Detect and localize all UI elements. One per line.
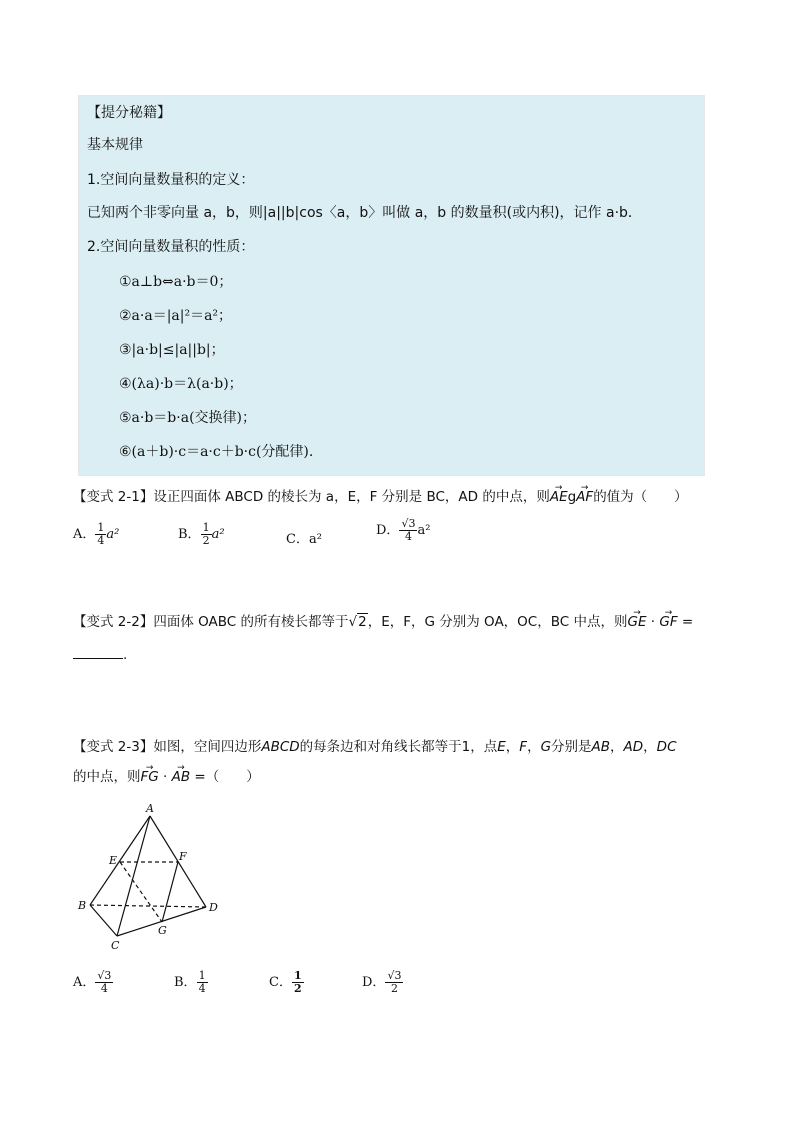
answer-line — [73, 644, 127, 664]
vector-gf: → GF — [659, 613, 677, 631]
shape-name: ABCD — [261, 739, 300, 755]
label-d: D — [209, 901, 218, 914]
point-g: G — [540, 739, 552, 755]
label-f: F — [179, 850, 187, 863]
property-4: ④(λa)·b＝λ(a·b)； — [119, 376, 243, 392]
segment-fg — [162, 862, 178, 922]
question-label: 【变式 2-1】 — [73, 489, 154, 505]
question-text-line2: 的中点，则 — [73, 769, 141, 785]
equals-sign: = — [681, 614, 694, 630]
sqrt-expression: √2 — [348, 614, 367, 630]
option-letter: B． — [178, 527, 201, 542]
property-5: ⑤a·b＝b·a(交换律)； — [119, 410, 256, 426]
property-6: ⑥(a＋b)·c＝a·c＋b·c(分配律). — [119, 444, 314, 460]
fraction: $\frac{1}{2}$ — [293, 969, 302, 995]
vector-af: → AF — [576, 488, 593, 506]
fraction: $\frac{√3}{4}$ — [97, 969, 112, 995]
label-c: C — [111, 939, 120, 952]
option-letter: A． — [73, 975, 96, 990]
question-2-3-line2: 的中点，则→ FG · → AB =（ ） — [73, 768, 260, 786]
label-g: G — [158, 924, 167, 937]
option-d[interactable] — [376, 518, 430, 543]
answer-blank[interactable] — [73, 644, 123, 659]
question-label: 【变式 2-2】 — [73, 614, 154, 630]
fraction: $\frac{√3}{2}$ — [387, 969, 402, 995]
option-a[interactable] — [73, 522, 119, 547]
period: . — [123, 647, 128, 663]
option-tail: a² — [106, 527, 120, 542]
fraction: $\frac{1}{2}$ — [202, 521, 210, 547]
definition-text: 已知两个非零向量 a，b，则|a||b|cos〈a，b〉叫做 a，b 的数量积(或内积)，记作 a·b． — [87, 205, 642, 221]
option-d[interactable] — [362, 970, 403, 995]
vector-ae: → AE — [550, 488, 568, 506]
option-letter: A． — [73, 527, 96, 542]
question-text: 设正四面体 ABCD 的棱长为 a，E，F 分别是 BC，AD 的中点，则 — [153, 489, 550, 505]
option-letter: D． — [376, 523, 400, 538]
label-a: A — [146, 802, 154, 815]
question-2-2: 【变式 2-2】四面体 OABC 的所有棱长都等于√2，E，F，G 分别为 OA，OC，BC 中点，则→ GE · → GF = — [73, 613, 693, 631]
segment-ad: AD — [623, 739, 644, 755]
edge-bc — [90, 905, 117, 936]
vector-ab: → AB — [172, 768, 191, 786]
question-text: 如图，空间四边形 — [153, 739, 262, 755]
segment-dc: DC — [656, 739, 677, 755]
option-letter: B． — [174, 975, 197, 990]
option-tail: a² — [211, 527, 225, 542]
tetrahedron-figure — [70, 800, 240, 960]
label-e: E — [109, 854, 118, 867]
edge-bd — [90, 905, 206, 907]
fraction: $\frac{1}{4}$ — [97, 521, 105, 547]
option-b[interactable] — [178, 522, 225, 547]
property-1: ①a⊥b⇔a·b＝0； — [119, 274, 233, 290]
point-e: E — [497, 739, 506, 755]
property-3: ③|a·b|≤|a||b|； — [119, 342, 225, 358]
option-letter: D． — [362, 975, 386, 990]
option-letter: C． — [269, 975, 292, 990]
fraction: $\frac{√3}{4}$ — [401, 517, 416, 543]
option-a[interactable] — [73, 970, 113, 995]
question-text-mid: 的每条边和对角线长都等于1，点 — [299, 739, 498, 755]
tips-header: 【提分秘籍】 — [87, 105, 171, 121]
option-tail: a² — [417, 523, 431, 538]
question-text-end: =（ ） — [194, 769, 260, 785]
question-2-1 — [73, 488, 688, 506]
segment-eg — [120, 862, 162, 922]
tips-subheader: 基本规律 — [87, 137, 143, 153]
vector-fg: → FG — [141, 768, 159, 786]
option-letter: C． — [286, 532, 309, 547]
question-2-3: 【变式 2-3】如图，空间四边形ABCD的每条边和对角线长都等于1，点E，F，G分别是AB，AD，DC — [73, 739, 677, 755]
vector-ge: → GE — [627, 613, 646, 631]
segment-ab: AB — [591, 739, 611, 755]
question-text-mid2: 分别是 — [551, 739, 592, 755]
tips-box — [78, 95, 705, 476]
question-label: 【变式 2-3】 — [73, 739, 154, 755]
question-text-mid: ，E，F，G 分别为 OA，OC，BC 中点，则 — [367, 614, 628, 630]
option-tail: a² — [308, 532, 322, 547]
dot-glyph: g — [567, 489, 577, 505]
label-b: B — [78, 899, 87, 912]
property-title: 2.空间向量数量积的性质： — [87, 239, 255, 255]
question-text-end: 的值为（ ） — [593, 489, 688, 505]
question-text: 四面体 OABC 的所有棱长都等于 — [153, 614, 349, 630]
property-2: ②a·a＝|a|²＝a²； — [119, 308, 233, 324]
fraction: $\frac{1}{4}$ — [198, 969, 206, 995]
option-c[interactable] — [269, 970, 304, 995]
edge-ac — [117, 816, 150, 936]
point-f: F — [519, 739, 528, 755]
option-b[interactable] — [174, 970, 208, 995]
option-c[interactable] — [286, 528, 322, 547]
definition-title: 1.空间向量数量积的定义： — [87, 172, 255, 188]
